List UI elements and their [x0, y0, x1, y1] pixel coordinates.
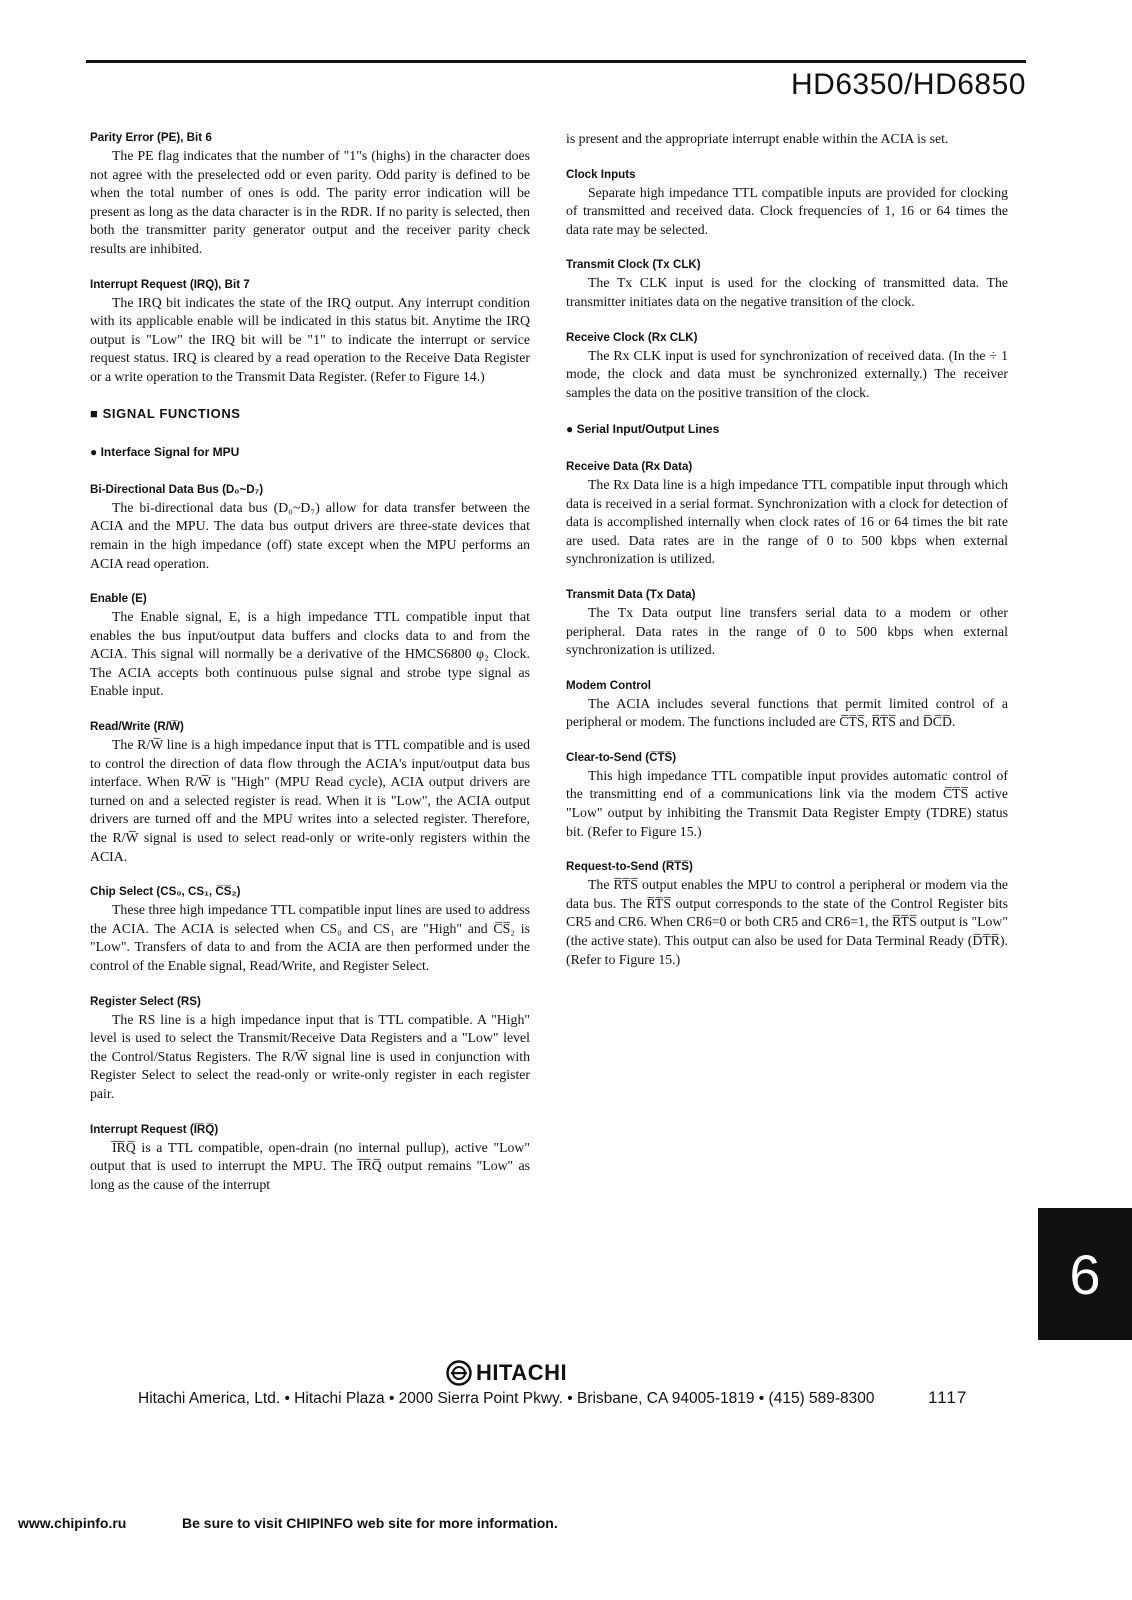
- logo-text: HITACHI: [476, 1360, 568, 1385]
- section-heading: Transmit Clock (Tx CLK): [566, 258, 701, 272]
- signal-functions-heading: ■ SIGNAL FUNCTIONS: [90, 405, 241, 421]
- section-heading: Request-to-Send (R̅T̅S̅): [566, 860, 693, 874]
- serial-io-heading: ● Serial Input/Output Lines: [566, 422, 720, 437]
- section-heading: Register Select (RS): [90, 994, 201, 1008]
- section-heading: Enable (E): [90, 592, 147, 606]
- section-heading: Receive Data (Rx Data): [566, 459, 693, 473]
- section-heading: Interrupt Request (IRQ), Bit 7: [90, 277, 250, 291]
- section-text: The Tx Data output line transfers serial data to a modem or other peripheral. Data rates in the range of 0 to 500 kbps when external synchronization is utilized.: [566, 604, 1008, 658]
- section-tx-clock: [566, 257, 1008, 311]
- page-number: 1117: [928, 1388, 968, 1407]
- section-text: Separate high impedance TTL compatible inputs are provided for clocking of transmitted and received data. Clock frequencies of 1, 16 or 64 times the data rate may be selected.: [566, 184, 1008, 237]
- section-heading: Bi-Directional Data Bus (D₀~D₇): [90, 482, 264, 496]
- section-text: The Tx CLK input is used for the clocking of transmitted data. The transmitter initiates data on the negative transition of the clock.: [566, 275, 1008, 309]
- section-request-to-send: [566, 859, 1008, 969]
- section-data-bus: [90, 482, 530, 573]
- left-column: [90, 130, 530, 1212]
- section-heading: Modem Control: [566, 678, 652, 692]
- section-tab: 6: [1038, 1208, 1132, 1340]
- site-url: www.chipinfo.ru: [18, 1515, 127, 1531]
- section-text: The IRQ bit indicates the state of the IRQ output. Any interrupt condition with its applicable enable will be indicated in this status bit. Anytime the IRQ output is "Low" the IRQ bit will be "1" to indicate the interrupt or service request status. IRQ is cleared by a read operation to the Receive Data Register or a write operation to the Transmit Data Register. (Refer to Figure 14.): [90, 294, 530, 384]
- section-text: The Rx CLK input is used for synchronization of received data. (In the ÷ 1 mode, the clock and data must be synchronized externally.) The receiver samples the data on the positive transition of the clock.: [566, 347, 1008, 400]
- section-text: The PE flag indicates that the number of "1"s (highs) in the character does not agree with the preselected odd or even parity. Odd parity is defined to be when the total number of ones is odd. The parity error indication will be present as long as the data character is in the RDR. If no parity is selected, then both the transmitter parity generator output and the receiver parity check results are inhibited.: [90, 148, 530, 256]
- section-text: This high impedance TTL compatible input provides automatic control of the transmitting end of a communications link via the modem C̅T̅S̅ active "Low" output by inhibiting the Transmit Data Register Empty (TDRE) status bit. (Refer to Figure 15.): [566, 767, 1008, 839]
- section-tx-data: [566, 587, 1008, 660]
- section-text: The RS line is a high impedance input that is TTL compatible. A "High" level is used to select the Transmit/Receive Data Registers and a "Low" level the Control/Status Registers. The R/W̅ signal line is used in conjunction with Register Select to select the read-only or write-only register in each register pair.: [90, 1011, 530, 1101]
- section-heading: Chip Select (CS₀, CS₁, C̅S̅₂): [90, 885, 241, 899]
- section-heading: Parity Error (PE), Bit 6: [90, 131, 212, 144]
- section-rx-data: [566, 459, 1008, 569]
- section-heading: Transmit Data (Tx Data): [566, 587, 696, 601]
- section-chip-select: [90, 884, 530, 975]
- section-continued: [566, 130, 1008, 149]
- section-rx-clock: [566, 330, 1008, 403]
- section-heading: Interrupt Request (I̅R̅Q̅): [90, 1122, 219, 1136]
- section-clear-to-send: [566, 750, 1008, 841]
- section-heading: Clock Inputs: [566, 167, 636, 181]
- company-address: Hitachi America, Ltd. • Hitachi Plaza • 2000 Sierra Point Pkwy. • Brisbane, CA 94005-1819 • (415) 589-8300: [138, 1390, 875, 1407]
- section-enable: [90, 591, 530, 701]
- section-register-select: [90, 994, 530, 1104]
- section-heading: Receive Clock (Rx CLK): [566, 330, 698, 344]
- header-rule: [86, 60, 1026, 63]
- section-text: These three high impedance TTL compatible input lines are used to address the ACIA. The ACIA is selected when CS₀ and CS₁ are "High" and C̅S̅₂ is "Low". Transfers of data to and from the ACIA are then performed under the control of the Enable signal, Read/Write, and Register Select.: [90, 902, 530, 973]
- model-title: HD6350/HD6850: [791, 68, 1026, 101]
- section-text: The Rx Data line is a high impedance TTL compatible input through which data is received in a serial format. Synchronization with a clock for detection of data is accomplished internally when clock rates of 16 or 64 times the bit rate are used. Data rates are in the range of 0 to 500 kbps when external synchronization is utilized.: [566, 476, 1008, 567]
- hitachi-emblem-icon: [446, 1360, 472, 1386]
- section-text: The R/W̅ line is a high impedance input that is TTL compatible and is used to control the direction of data flow through the ACIA's input/output data bus interface. When R/W̅ is "High" (MPU Read cycle), ACIA output drivers are turned on and a selected register is read. When it is "Low", the ACIA output drivers are turned off and the MPU writes into a selected register. Therefore, the R/W̅ signal is used to select read-only or write-only registers within the ACIA.: [90, 737, 530, 864]
- section-heading: Clear-to-Send (C̅T̅S̅): [566, 750, 677, 764]
- hitachi-logo: [446, 1360, 567, 1386]
- section-text: I̅R̅Q̅ is a TTL compatible, open-drain (no internal pullup), active "Low" output that is used to interrupt the MPU. The I̅R̅Q̅ output remains "Low" as long as the cause of the interrupt: [90, 1139, 530, 1192]
- section-modem-control: [566, 678, 1008, 732]
- section-irq-bit7: [90, 277, 530, 387]
- site-notice: Be sure to visit CHIPINFO web site for more information.: [182, 1515, 558, 1531]
- section-clock-inputs: [566, 167, 1008, 240]
- section-irq-pin: [90, 1122, 530, 1195]
- section-heading: Read/Write (R/W̅): [90, 720, 184, 734]
- section-text: The R̅T̅S̅ output enables the MPU to control a peripheral or modem via the data bus. The R̅T̅S̅ output corresponds to the state of the Control Register bits CR5 and CR6. When CR6=0 or both CR5 and CR6=1, the R̅T̅S̅ output is "Low" (the active state). This output can also be used for Data Terminal Ready (D̅T̅R̅). (Refer to Figure 15.): [566, 877, 1008, 967]
- section-read-write: [90, 719, 530, 866]
- right-column: [566, 130, 1008, 987]
- section-text: The ACIA includes several functions that permit limited control of a peripheral or modem. The functions included are C̅T̅S̅, R̅T̅S̅ and D̅C̅D̅.: [566, 695, 1008, 730]
- section-text: The Enable signal, E, is a high impedance TTL compatible input that enables the bus input/output data buffers and clocks data to and from the ACIA. This signal will normally be a derivative of the HMCS6800 φ₂ Clock. The ACIA accepts both continuous pulse signal and strobe type signal as Enable input.: [90, 609, 530, 699]
- section-text: The bi-directional data bus (D₀~D₇) allow for data transfer between the ACIA and the MPU. The data bus output drivers are three-state devices that remain in the high impedance (off) state except when the MPU performs an ACIA read operation.: [90, 499, 530, 571]
- section-text: is present and the appropriate interrupt enable within the ACIA is set.: [566, 131, 949, 146]
- interface-signal-heading: ● Interface Signal for MPU: [90, 445, 240, 460]
- section-parity-error: [90, 130, 530, 259]
